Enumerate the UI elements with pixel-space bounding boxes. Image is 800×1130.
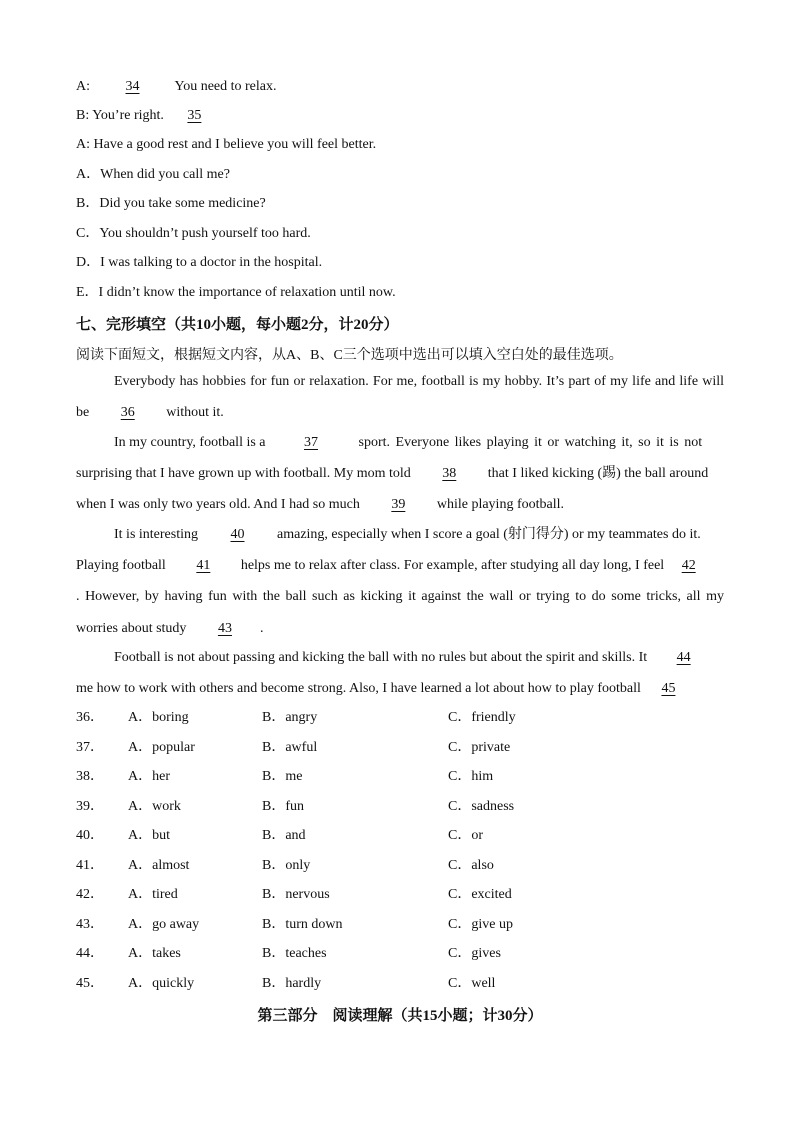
option-b: B．turn down <box>262 917 343 932</box>
option-c: C．sadness <box>448 799 515 814</box>
text-segment: be <box>76 405 93 420</box>
passage-p3-line3: . However, by having fun with the ball such as kicking it against the wall or trying to do some tricks, all my <box>76 589 724 604</box>
option-c: C．or <box>448 828 483 843</box>
dialogue-text: You need to relax. <box>171 79 277 94</box>
blank-45: 45 <box>661 681 676 696</box>
option-b: B．angry <box>262 710 318 725</box>
question-row-40 <box>76 827 726 845</box>
text-segment: that I liked kicking (踢) the ball around <box>484 466 709 481</box>
passage-p3-line1 <box>114 526 701 544</box>
dialogue-option-d: D．I was talking to a doctor in the hospital. <box>76 255 323 270</box>
blank-41: 41 <box>196 558 211 573</box>
text-segment: worries about study <box>76 621 190 636</box>
blank-40: 40 <box>230 527 245 542</box>
dialogue-option-e: E．I didn’t know the importance of relaxation until now. <box>76 285 396 300</box>
option-b: B．teaches <box>262 946 327 961</box>
question-row-38 <box>76 768 726 786</box>
blank-34: 34 <box>125 79 140 94</box>
question-row-37 <box>76 739 726 757</box>
option-a: A．popular <box>128 740 195 755</box>
blank-35: 35 <box>187 108 202 123</box>
passage-p2-line2 <box>76 465 708 483</box>
question-number: 42． <box>76 887 104 902</box>
option-c: C．give up <box>448 917 513 932</box>
option-a: A．takes <box>128 946 181 961</box>
question-number: 44． <box>76 946 104 961</box>
passage-p3-line2 <box>76 557 710 575</box>
question-row-42 <box>76 886 726 904</box>
option-b: B．and <box>262 828 306 843</box>
option-c: C．excited <box>448 887 512 902</box>
text-segment: sport. Everyone likes playing it or watching it, so it is not <box>353 435 703 450</box>
passage-p4-line1 <box>114 649 717 667</box>
section-heading-cloze: 七、完形填空（共10小题，每小题2分，计20分） <box>76 317 399 333</box>
blank-44: 44 <box>676 650 691 665</box>
option-b: B．me <box>262 769 303 784</box>
option-b: B．only <box>262 858 311 873</box>
question-row-36 <box>76 709 726 727</box>
dialogue-line-1 <box>76 78 277 96</box>
text-segment: Playing football <box>76 558 170 573</box>
text-segment: Football is not about passing and kicking the ball with no rules but about the spirit and skills. It <box>114 650 651 665</box>
passage-p2-line3 <box>76 496 564 514</box>
option-b: B．awful <box>262 740 318 755</box>
passage-p1-line1: Everybody has hobbies for fun or relaxation. For me, football is my hobby. It’s part of my life and life will <box>114 374 724 389</box>
option-a: A．but <box>128 828 170 843</box>
dialogue-option-b: B．Did you take some medicine? <box>76 196 266 211</box>
text-segment: amazing, especially when I score a goal (射门得分) or my teammates do it. <box>273 527 701 542</box>
option-a: A．go away <box>128 917 200 932</box>
blank-42: 42 <box>681 558 696 573</box>
question-number: 43． <box>76 917 104 932</box>
question-row-45 <box>76 975 726 993</box>
passage-p3-line4 <box>76 620 263 638</box>
question-number: 39． <box>76 799 104 814</box>
option-c: C．him <box>448 769 494 784</box>
passage-p2-line1 <box>114 434 702 452</box>
dialogue-line-3: A: Have a good rest and I believe you will feel better. <box>76 137 377 152</box>
blank-38: 38 <box>442 466 457 481</box>
question-row-44 <box>76 945 726 963</box>
question-number: 36． <box>76 710 104 725</box>
option-a: A．quickly <box>128 976 195 991</box>
blank-43: 43 <box>217 621 232 636</box>
option-a: A．her <box>128 769 170 784</box>
dialogue-speaker-b: B: You’re right. <box>76 108 168 123</box>
option-a: A．work <box>128 799 181 814</box>
blank-37: 37 <box>304 435 319 450</box>
option-c: C．also <box>448 858 494 873</box>
question-number: 38． <box>76 769 104 784</box>
passage-p1-line2 <box>76 404 224 422</box>
text-segment: It is interesting <box>114 527 202 542</box>
question-number: 41． <box>76 858 104 873</box>
option-c: C．friendly <box>448 710 516 725</box>
option-b: B．nervous <box>262 887 330 902</box>
text-segment: without it. <box>162 405 224 420</box>
option-c: C．private <box>448 740 511 755</box>
option-c: C．gives <box>448 946 501 961</box>
option-a: A．almost <box>128 858 190 873</box>
option-b: B．hardly <box>262 976 322 991</box>
dialogue-option-c: C．You shouldn’t push yourself too hard. <box>76 226 311 241</box>
text-segment: me how to work with others and become strong. Also, I have learned a lot about how to play football <box>76 681 645 696</box>
question-number: 37． <box>76 740 104 755</box>
option-a: A．boring <box>128 710 189 725</box>
option-c: C．well <box>448 976 496 991</box>
question-row-39 <box>76 798 726 816</box>
question-number: 40． <box>76 828 104 843</box>
text-segment: surprising that I have grown up with football. My mom told <box>76 466 415 481</box>
part3-title: 第三部分 阅读理解（共15小题；计30分） <box>257 1008 543 1024</box>
question-row-41 <box>76 857 726 875</box>
passage-p4-line2 <box>76 680 692 698</box>
text-segment: In my country, football is a <box>114 435 270 450</box>
blank-36: 36 <box>120 405 135 420</box>
blank-39: 39 <box>391 497 406 512</box>
text-segment: when I was only two years old. And I had so much <box>76 497 364 512</box>
text-segment: while playing football. <box>433 497 564 512</box>
question-number: 45． <box>76 976 104 991</box>
dialogue-speaker-a: A: <box>76 79 94 94</box>
dialogue-line-2 <box>76 107 221 125</box>
text-segment: helps me to relax after class. For example, after studying all day long, I feel <box>237 558 668 573</box>
text-segment: . <box>259 621 264 636</box>
dialogue-option-a: A．When did you call me? <box>76 167 230 182</box>
question-row-43 <box>76 916 726 934</box>
option-b: B．fun <box>262 799 304 814</box>
section-instruction: 阅读下面短文，根据短文内容，从A、B、C三个选项中选出可以填入空白处的最佳选项。 <box>76 348 623 363</box>
option-a: A．tired <box>128 887 178 902</box>
